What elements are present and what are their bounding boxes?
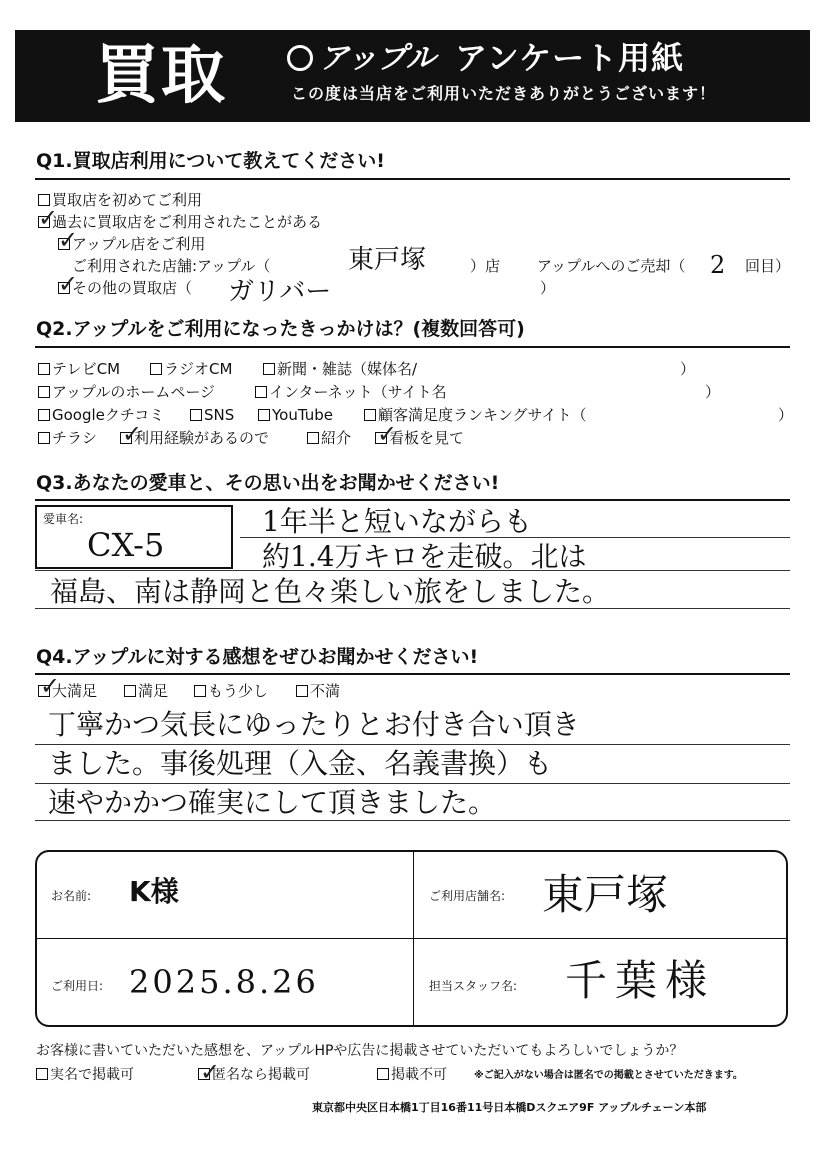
checkbox-icon[interactable] (150, 363, 162, 375)
checkbox-icon[interactable] (258, 409, 270, 421)
q2-news-option[interactable] (263, 359, 417, 379)
publish-real-name-label: 実名で掲載可 (50, 1067, 134, 1083)
q2-heading: Q2.アップルをご利用になったきっかけは？(複数回答可) (36, 318, 525, 340)
q2-tv-option[interactable] (38, 359, 120, 379)
q4-impression-line-1: 丁寧かつ気長にゆったりとお付き合い頂き (48, 708, 580, 741)
checkmark-icon: ✓ (58, 270, 79, 298)
q4-impression-line-2: ました。事後処理（入金、名義書換）も (48, 747, 553, 780)
q4-heading: Q4.アップルに対する感想をぜひお聞かせください! (36, 646, 479, 668)
q2-sns-option[interactable] (190, 405, 234, 425)
q4-dissatisfied-option[interactable] (296, 681, 340, 701)
checkbox-icon[interactable] (38, 432, 50, 444)
staff-label: 担当スタッフ名: (429, 979, 518, 993)
company-address: 東京都中央区日本橋1丁目16番11号日本橋Dスクエア9F アップルチェーン本部 (312, 1101, 707, 1114)
q2-ranking-option[interactable] (364, 405, 587, 425)
q2-ranking-label: 顧客満足度ランキングサイト（ (378, 406, 587, 424)
q4-satisfied-option[interactable] (124, 681, 168, 701)
publish-real-name-option[interactable] (36, 1065, 134, 1085)
q2-internet-option[interactable] (255, 382, 447, 402)
checkbox-icon[interactable] (307, 432, 319, 444)
store-label: ご利用店舗名: (429, 889, 506, 903)
q2-news-label: 新聞・雑誌（媒体名/ (277, 360, 418, 378)
q4-dissatisfied-label: 不満 (310, 682, 341, 700)
q4-writing-line (35, 783, 790, 784)
q2-sns-label: SNS (204, 406, 235, 424)
car-name-handwritten: CX-5 (87, 526, 165, 564)
q2-homepage-option[interactable] (38, 382, 215, 402)
q1-store-handwritten: 東戸塚 (348, 245, 427, 275)
q4-little-more-option[interactable] (194, 681, 268, 701)
q1-sale-count-prefix: アップルへのご売却（ (537, 257, 686, 275)
header-banner (15, 30, 810, 122)
checkbox-icon[interactable] (38, 409, 50, 421)
brand-name: アップル (319, 41, 436, 76)
form-title: アンケート用紙 (455, 39, 685, 77)
q2-referral-option[interactable] (307, 428, 351, 448)
q4-writing-line (35, 820, 790, 821)
q2-experience-label: 利用経験があるので (134, 429, 270, 447)
q3-memory-line-1: 1年半と短いながらも (262, 505, 532, 538)
publish-question: お客様に書いていただいた感想を、アップルHPや広告に掲載させていただいてもよろしいでしょうか？ (36, 1043, 684, 1059)
q1-sale-count-handwritten: 2 (710, 251, 726, 279)
q4-writing-line (35, 744, 790, 745)
checkbox-icon[interactable] (364, 409, 376, 421)
checkmark-icon: ✓ (38, 204, 59, 232)
staff-handwritten: 千葉様 (565, 956, 716, 1005)
checkbox-icon[interactable] (194, 685, 206, 697)
checkbox-icon[interactable] (36, 1068, 48, 1080)
q1-other-store-handwritten: ガリバー (228, 277, 332, 307)
q2-radio-option[interactable] (150, 359, 232, 379)
name-label: お名前: (51, 889, 92, 903)
q4-very-satisfied-label: 大満足 (52, 682, 98, 700)
q1-store-prefix: ご利用された店舗:アップル（ (72, 257, 271, 275)
q2-experience-option[interactable] (120, 428, 269, 448)
q2-rule (35, 346, 790, 348)
info-divider-horizontal (37, 938, 786, 939)
header-big-title: 買取 (95, 39, 227, 113)
q2-radio-label: ラジオCM (164, 360, 233, 378)
checkbox-icon[interactable] (377, 1068, 389, 1080)
checkbox-icon[interactable] (263, 363, 275, 375)
q2-internet-close: ） (705, 383, 721, 401)
q2-signboard-label: 看板を見て (389, 429, 465, 447)
q3-memory-line-3: 福島、南は静岡と色々楽しい旅をしました。 (50, 575, 611, 608)
q2-homepage-label: アップルのホームページ (52, 383, 216, 401)
q1-first-time-label: 買取店を初めてご利用 (52, 191, 203, 209)
checkbox-icon[interactable] (255, 386, 267, 398)
q1-first-time-option[interactable] (38, 190, 202, 210)
q1-apple-store-label: アップル店をご利用 (72, 235, 206, 253)
q1-apple-store-option[interactable] (58, 234, 205, 254)
checkbox-icon[interactable] (124, 685, 136, 697)
brand-logo (287, 40, 436, 78)
q2-youtube-option[interactable] (258, 405, 333, 425)
date-handwritten: 2025.8.26 (129, 963, 319, 1001)
q1-used-before-label: 過去に買取店をご利用されたことがある (52, 213, 323, 231)
q1-other-store-label: その他の買取店（ (72, 279, 193, 297)
checkbox-icon[interactable] (190, 409, 202, 421)
form-subtitle: この度は当店をご利用いただきありがとうございます！ (291, 84, 717, 103)
checkbox-icon[interactable] (38, 386, 50, 398)
publish-anonymous-label: 匿名なら掲載可 (212, 1067, 310, 1083)
brand-mark-icon (287, 45, 313, 71)
q3-rule (35, 499, 790, 501)
q4-satisfied-label: 満足 (138, 682, 169, 700)
q2-internet-label: インターネット（サイト名 (269, 383, 447, 401)
q3-heading: Q3.あなたの愛車と、その思い出をお聞かせください! (36, 472, 500, 494)
q2-google-option[interactable] (38, 405, 164, 425)
q1-other-close: ） (540, 279, 556, 297)
checkbox-icon[interactable] (296, 685, 308, 697)
q2-flyer-option[interactable] (38, 428, 97, 448)
q4-little-more-label: もう少し (208, 682, 269, 700)
car-name-label: 愛車名: (43, 512, 84, 526)
q1-sale-count-suffix: 回目） (745, 257, 791, 275)
date-label: ご利用日: (51, 979, 104, 993)
q2-youtube-label: YouTube (272, 406, 333, 424)
checkmark-icon: ✓ (58, 226, 79, 254)
q2-tv-label: テレビCM (52, 360, 121, 378)
checkmark-icon: ✓ (122, 420, 143, 448)
store-handwritten: 東戸塚 (542, 870, 669, 919)
publish-not-allowed-label: 掲載不可 (391, 1067, 447, 1083)
q1-heading: Q1.買取店利用について教えてください! (36, 150, 385, 172)
q1-store-suffix: ）店 (470, 257, 501, 275)
q2-referral-label: 紹介 (321, 429, 352, 447)
q4-impression-line-3: 速やかかつ確実にして頂きました。 (48, 786, 497, 819)
q2-flyer-label: チラシ (52, 429, 98, 447)
checkbox-icon[interactable] (38, 363, 50, 375)
checkmark-icon: ✓ (40, 672, 61, 700)
car-name-box[interactable] (35, 505, 233, 569)
customer-info-box (35, 850, 788, 1027)
checkmark-icon: ✓ (377, 420, 398, 448)
publish-note: ※ご記入がない場合は匿名での掲載とさせていただきます。 (474, 1070, 743, 1081)
q3-memory-line-2: 約1.4万キロを走破。北は (262, 540, 587, 573)
name-value: K様 (129, 875, 179, 908)
q2-google-label: Googleクチコミ (52, 406, 165, 424)
q2-news-close: ） (680, 360, 696, 378)
q4-rule (35, 673, 790, 675)
q1-used-before-option[interactable] (38, 212, 322, 232)
q1-rule (35, 178, 790, 180)
q2-ranking-close: ） (778, 406, 794, 424)
publish-not-allowed-option[interactable] (377, 1065, 447, 1085)
checkmark-icon: ✓ (200, 1058, 221, 1086)
